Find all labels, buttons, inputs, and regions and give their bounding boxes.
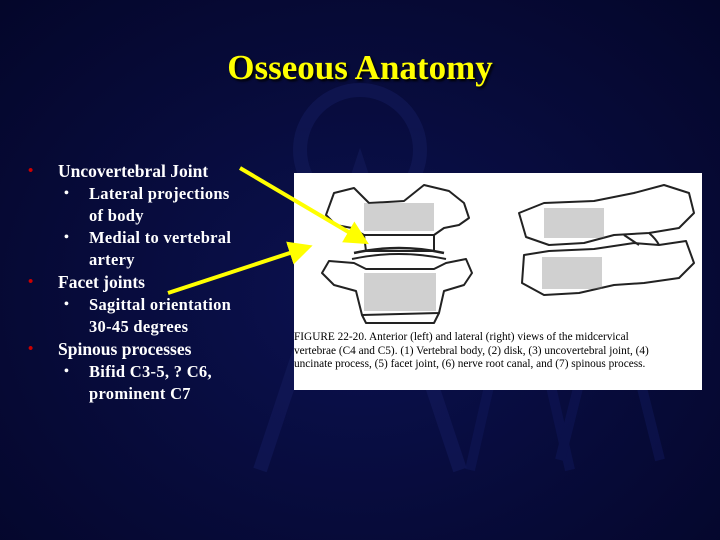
bullet-dot: • xyxy=(28,341,34,357)
caption-line: FIGURE 22-20. Anterior (left) and lateral (right) views of the midcervical xyxy=(294,331,629,343)
subbullet-text: Sagittal orientation xyxy=(89,295,232,314)
subbullet-text-cont: artery xyxy=(89,250,135,269)
subbullet-text: Medial to vertebral xyxy=(89,228,232,247)
caption-line: vertebrae (C4 and C5). (1) Vertebral body, (2) disk, (3) uncovertebral joint, (4) xyxy=(294,344,649,357)
bullet-dot: • xyxy=(28,274,34,290)
bullet-dot: • xyxy=(28,163,34,179)
bullet-text: Spinous processes xyxy=(58,339,192,359)
subbullet-sagittal xyxy=(28,294,278,338)
bullet-spinous xyxy=(28,338,278,361)
subbullet-medial xyxy=(28,227,278,271)
subbullet-text: Lateral projections xyxy=(89,184,230,203)
bullet-text: Facet joints xyxy=(58,272,145,292)
subbullet-dot: • xyxy=(64,186,70,201)
subbullet-dot: • xyxy=(64,297,70,312)
vertebrae-figure xyxy=(294,173,702,390)
bullet-facet xyxy=(28,271,278,294)
subbullet-text: Bifid C3-5, ? C6, xyxy=(89,362,212,381)
subbullet-text-cont: 30-45 degrees xyxy=(89,317,189,336)
subbullet-lateral xyxy=(28,183,278,227)
bullet-list xyxy=(28,160,278,405)
subbullet-bifid xyxy=(28,361,278,405)
bullet-uncovertebral xyxy=(28,160,278,183)
bullet-text: Uncovertebral Joint xyxy=(58,161,209,181)
slide-title: Osseous Anatomy xyxy=(227,48,493,87)
subbullet-text-cont: prominent C7 xyxy=(89,384,191,403)
figure-caption xyxy=(294,331,702,372)
vertebrae-illustration xyxy=(294,173,702,330)
subbullet-text-cont: of body xyxy=(89,206,144,225)
subbullet-dot: • xyxy=(64,230,70,245)
caption-line: uncinate process, (5) facet joint, (6) nerve root canal, and (7) spinous process. xyxy=(294,358,646,371)
subbullet-dot: • xyxy=(64,364,70,379)
